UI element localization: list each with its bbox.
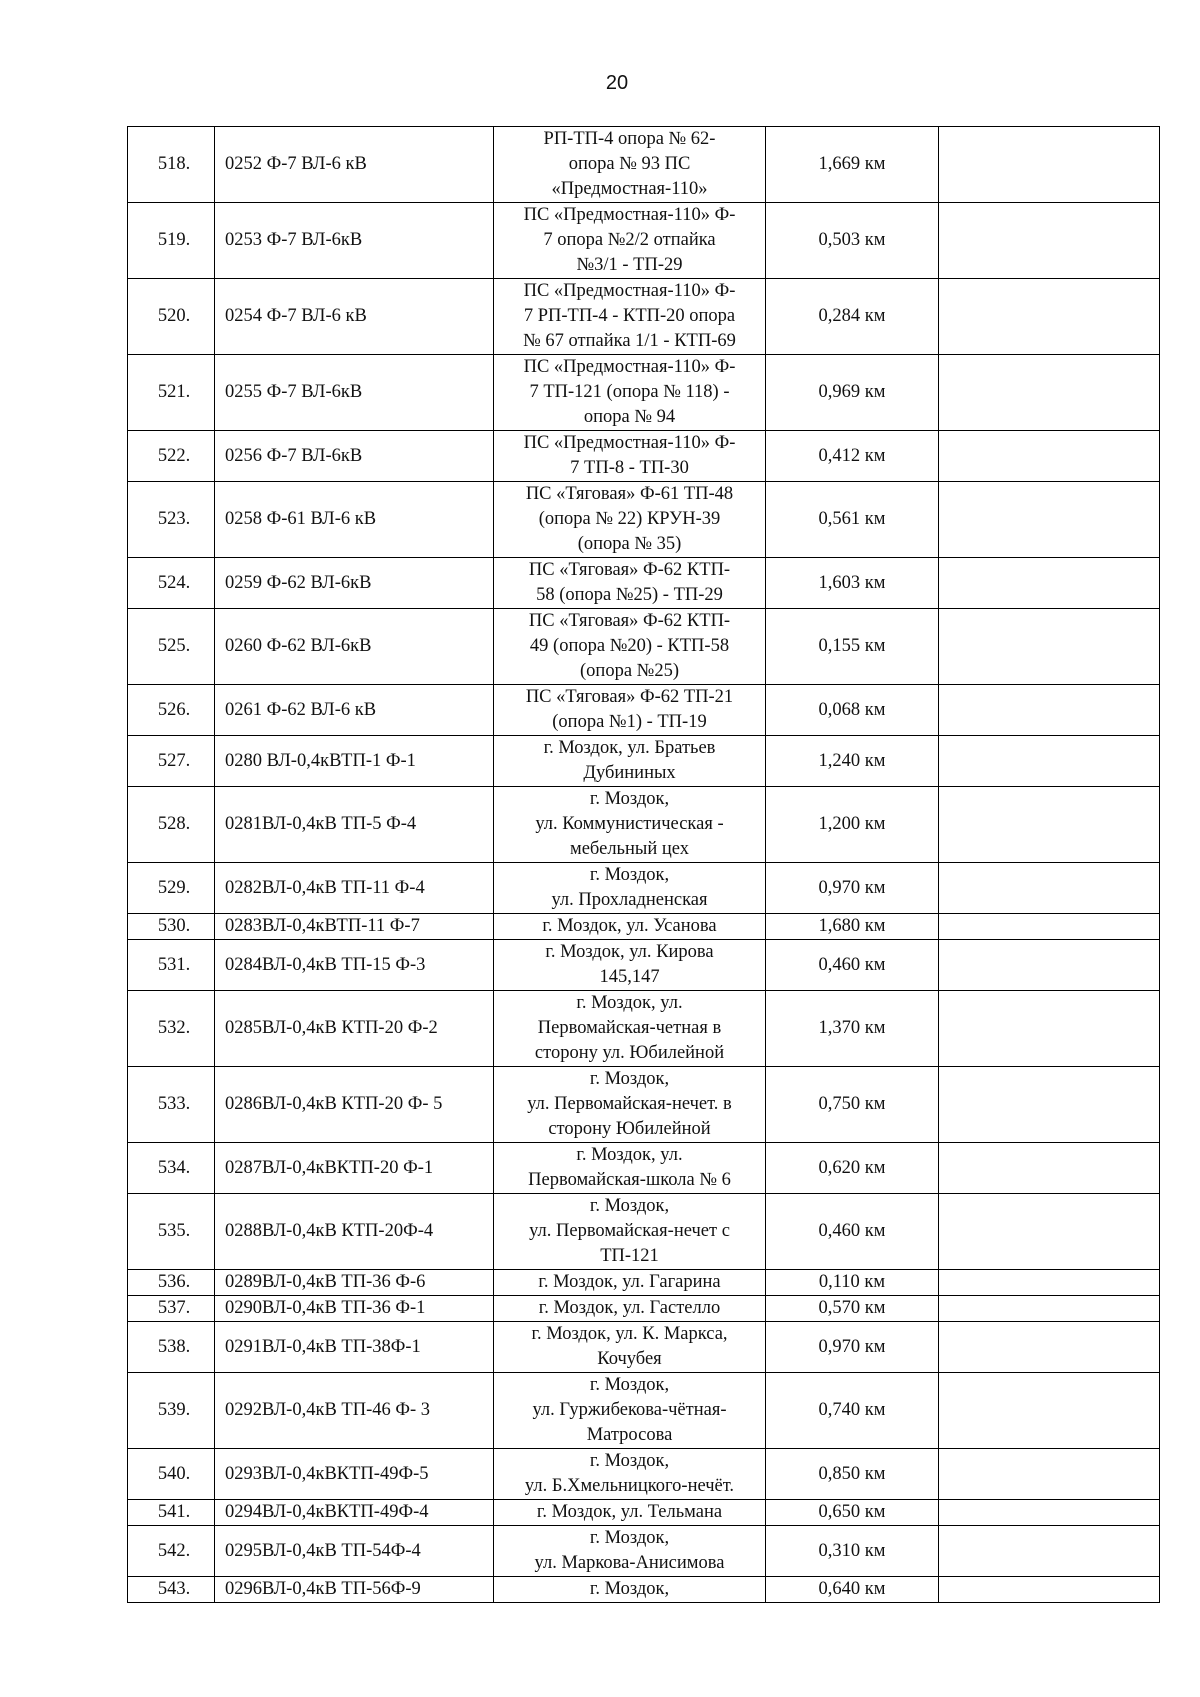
row-number: 526. [128, 685, 215, 736]
line-name: 0259 Ф-62 ВЛ-6кВ [215, 558, 494, 609]
line-location: г. Моздок, ул. Первомайская-нечет с ТП-121 [494, 1194, 766, 1270]
line-location: г. Моздок, ул. Гагарина [494, 1270, 766, 1296]
line-name: 0261 Ф-62 ВЛ-6 кВ [215, 685, 494, 736]
row-number: 533. [128, 1067, 215, 1143]
line-length: 0,969 км [766, 355, 939, 431]
line-location: г. Моздок, ул. Усанова [494, 914, 766, 940]
line-length: 0,640 км [766, 1577, 939, 1603]
table-row [128, 355, 1160, 431]
row-number: 538. [128, 1322, 215, 1373]
line-note [939, 914, 1160, 940]
line-name: 0293ВЛ-0,4кВКТП-49Ф-5 [215, 1449, 494, 1500]
row-number: 525. [128, 609, 215, 685]
line-name: 0294ВЛ-0,4кВКТП-49Ф-4 [215, 1500, 494, 1526]
row-number: 542. [128, 1526, 215, 1577]
line-note [939, 1449, 1160, 1500]
line-location: г. Моздок, ул. Маркова-Анисимова [494, 1526, 766, 1577]
line-location: г. Моздок, ул. К. Маркса, Кочубея [494, 1322, 766, 1373]
line-name: 0287ВЛ-0,4кВКТП-20 Ф-1 [215, 1143, 494, 1194]
table-row [128, 609, 1160, 685]
line-name: 0295ВЛ-0,4кВ ТП-54Ф-4 [215, 1526, 494, 1577]
line-length: 1,240 км [766, 736, 939, 787]
line-name: 0256 Ф-7 ВЛ-6кВ [215, 431, 494, 482]
row-number: 528. [128, 787, 215, 863]
line-name: 0290ВЛ-0,4кВ ТП-36 Ф-1 [215, 1296, 494, 1322]
line-note [939, 863, 1160, 914]
table-body [128, 127, 1160, 1603]
row-number: 543. [128, 1577, 215, 1603]
row-number: 527. [128, 736, 215, 787]
line-name: 0281ВЛ-0,4кВ ТП-5 Ф-4 [215, 787, 494, 863]
line-name: 0292ВЛ-0,4кВ ТП-46 Ф- 3 [215, 1373, 494, 1449]
table-row [128, 1067, 1160, 1143]
line-length: 0,284 км [766, 279, 939, 355]
table-row [128, 991, 1160, 1067]
line-length: 0,412 км [766, 431, 939, 482]
line-note [939, 279, 1160, 355]
line-length: 0,561 км [766, 482, 939, 558]
line-length: 0,850 км [766, 1449, 939, 1500]
line-location: г. Моздок, ул. Б.Хмельницкого-нечёт. [494, 1449, 766, 1500]
line-name: 0285ВЛ-0,4кВ КТП-20 Ф-2 [215, 991, 494, 1067]
line-length: 0,970 км [766, 1322, 939, 1373]
line-note [939, 1322, 1160, 1373]
row-number: 540. [128, 1449, 215, 1500]
table-row [128, 1373, 1160, 1449]
line-length: 1,200 км [766, 787, 939, 863]
line-note [939, 203, 1160, 279]
line-location: ПС «Предмостная-110» Ф- 7 опора №2/2 отпайка №3/1 - ТП-29 [494, 203, 766, 279]
table-row [128, 203, 1160, 279]
line-length: 1,669 км [766, 127, 939, 203]
table-row [128, 1270, 1160, 1296]
line-name: 0252 Ф-7 ВЛ-6 кВ [215, 127, 494, 203]
table-row [128, 1577, 1160, 1603]
line-length: 0,110 км [766, 1270, 939, 1296]
line-name: 0283ВЛ-0,4кВТП-11 Ф-7 [215, 914, 494, 940]
line-length: 0,570 км [766, 1296, 939, 1322]
lines-table [127, 126, 1160, 1603]
row-number: 537. [128, 1296, 215, 1322]
table-row [128, 1500, 1160, 1526]
line-location: г. Моздок, ул. Первомайская-школа № 6 [494, 1143, 766, 1194]
table-row [128, 940, 1160, 991]
row-number: 530. [128, 914, 215, 940]
table-row [128, 1449, 1160, 1500]
line-location: г. Моздок, [494, 1577, 766, 1603]
line-note [939, 558, 1160, 609]
table-row [128, 914, 1160, 940]
table-row [128, 685, 1160, 736]
line-note [939, 940, 1160, 991]
table-row [128, 127, 1160, 203]
line-note [939, 991, 1160, 1067]
line-note [939, 1526, 1160, 1577]
line-name: 0253 Ф-7 ВЛ-6кВ [215, 203, 494, 279]
table-row [128, 787, 1160, 863]
line-location: ПС «Тяговая» Ф-62 ТП-21 (опора №1) - ТП-19 [494, 685, 766, 736]
line-name: 0291ВЛ-0,4кВ ТП-38Ф-1 [215, 1322, 494, 1373]
line-length: 1,603 км [766, 558, 939, 609]
line-note [939, 736, 1160, 787]
table-row [128, 558, 1160, 609]
line-length: 1,680 км [766, 914, 939, 940]
row-number: 520. [128, 279, 215, 355]
page-number: 20 [605, 72, 629, 94]
line-location: г. Моздок, ул. Прохладненская [494, 863, 766, 914]
line-note [939, 431, 1160, 482]
line-length: 0,460 км [766, 1194, 939, 1270]
line-location: г. Моздок, ул. Гуржибекова-чётная- Матросова [494, 1373, 766, 1449]
line-name: 0284ВЛ-0,4кВ ТП-15 Ф-3 [215, 940, 494, 991]
table-row [128, 736, 1160, 787]
line-note [939, 1296, 1160, 1322]
line-note [939, 1194, 1160, 1270]
line-note [939, 1270, 1160, 1296]
row-number: 531. [128, 940, 215, 991]
line-name: 0254 Ф-7 ВЛ-6 кВ [215, 279, 494, 355]
table-row [128, 863, 1160, 914]
row-number: 518. [128, 127, 215, 203]
line-length: 0,155 км [766, 609, 939, 685]
row-number: 541. [128, 1500, 215, 1526]
line-name: 0280 ВЛ-0,4кВТП-1 Ф-1 [215, 736, 494, 787]
line-length: 0,460 км [766, 940, 939, 991]
line-note [939, 1067, 1160, 1143]
table-row [128, 482, 1160, 558]
line-name: 0260 Ф-62 ВЛ-6кВ [215, 609, 494, 685]
line-location: г. Моздок, ул. Коммунистическая - мебельный цех [494, 787, 766, 863]
line-location: ПС «Тяговая» Ф-62 КТП- 49 (опора №20) - КТП-58 (опора №25) [494, 609, 766, 685]
line-location: г. Моздок, ул. Первомайская-нечет. в сторону Юбилейной [494, 1067, 766, 1143]
line-length: 0,970 км [766, 863, 939, 914]
table-row [128, 1322, 1160, 1373]
line-note [939, 1373, 1160, 1449]
line-note [939, 685, 1160, 736]
line-note [939, 482, 1160, 558]
line-note [939, 787, 1160, 863]
line-location: ПС «Тяговая» Ф-62 КТП- 58 (опора №25) - ТП-29 [494, 558, 766, 609]
line-note [939, 1577, 1160, 1603]
line-note [939, 127, 1160, 203]
row-number: 534. [128, 1143, 215, 1194]
line-name: 0288ВЛ-0,4кВ КТП-20Ф-4 [215, 1194, 494, 1270]
line-location: г. Моздок, ул. Тельмана [494, 1500, 766, 1526]
line-location: г. Моздок, ул. Первомайская-четная в сторону ул. Юбилейной [494, 991, 766, 1067]
line-location: РП-ТП-4 опора № 62- опора № 93 ПС «Предмостная-110» [494, 127, 766, 203]
line-length: 0,750 км [766, 1067, 939, 1143]
table-row [128, 1194, 1160, 1270]
row-number: 524. [128, 558, 215, 609]
row-number: 522. [128, 431, 215, 482]
line-name: 0286ВЛ-0,4кВ КТП-20 Ф- 5 [215, 1067, 494, 1143]
table-row [128, 431, 1160, 482]
row-number: 529. [128, 863, 215, 914]
line-length: 0,503 км [766, 203, 939, 279]
line-length: 0,068 км [766, 685, 939, 736]
line-name: 0255 Ф-7 ВЛ-6кВ [215, 355, 494, 431]
line-note [939, 1143, 1160, 1194]
line-length: 0,310 км [766, 1526, 939, 1577]
line-name: 0282ВЛ-0,4кВ ТП-11 Ф-4 [215, 863, 494, 914]
line-location: г. Моздок, ул. Братьев Дубининых [494, 736, 766, 787]
line-location: ПС «Предмостная-110» Ф- 7 ТП-8 - ТП-30 [494, 431, 766, 482]
line-name: 0258 Ф-61 ВЛ-6 кВ [215, 482, 494, 558]
line-name: 0289ВЛ-0,4кВ ТП-36 Ф-6 [215, 1270, 494, 1296]
line-length: 0,740 км [766, 1373, 939, 1449]
line-length: 1,370 км [766, 991, 939, 1067]
line-length: 0,650 км [766, 1500, 939, 1526]
row-number: 536. [128, 1270, 215, 1296]
line-name: 0296ВЛ-0,4кВ ТП-56Ф-9 [215, 1577, 494, 1603]
table-row [128, 1296, 1160, 1322]
row-number: 519. [128, 203, 215, 279]
line-location: ПС «Предмостная-110» Ф- 7 РП-ТП-4 - КТП-20 опора № 67 отпайка 1/1 - КТП-69 [494, 279, 766, 355]
line-note [939, 355, 1160, 431]
line-length: 0,620 км [766, 1143, 939, 1194]
line-location: ПС «Тяговая» Ф-61 ТП-48 (опора № 22) КРУН-39 (опора № 35) [494, 482, 766, 558]
row-number: 521. [128, 355, 215, 431]
row-number: 532. [128, 991, 215, 1067]
row-number: 523. [128, 482, 215, 558]
line-location: г. Моздок, ул. Гастелло [494, 1296, 766, 1322]
line-note [939, 609, 1160, 685]
line-location: ПС «Предмостная-110» Ф- 7 ТП-121 (опора № 118) - опора № 94 [494, 355, 766, 431]
table-row [128, 1143, 1160, 1194]
line-location: г. Моздок, ул. Кирова 145,147 [494, 940, 766, 991]
table-row [128, 279, 1160, 355]
table-row [128, 1526, 1160, 1577]
line-note [939, 1500, 1160, 1526]
row-number: 535. [128, 1194, 215, 1270]
row-number: 539. [128, 1373, 215, 1449]
